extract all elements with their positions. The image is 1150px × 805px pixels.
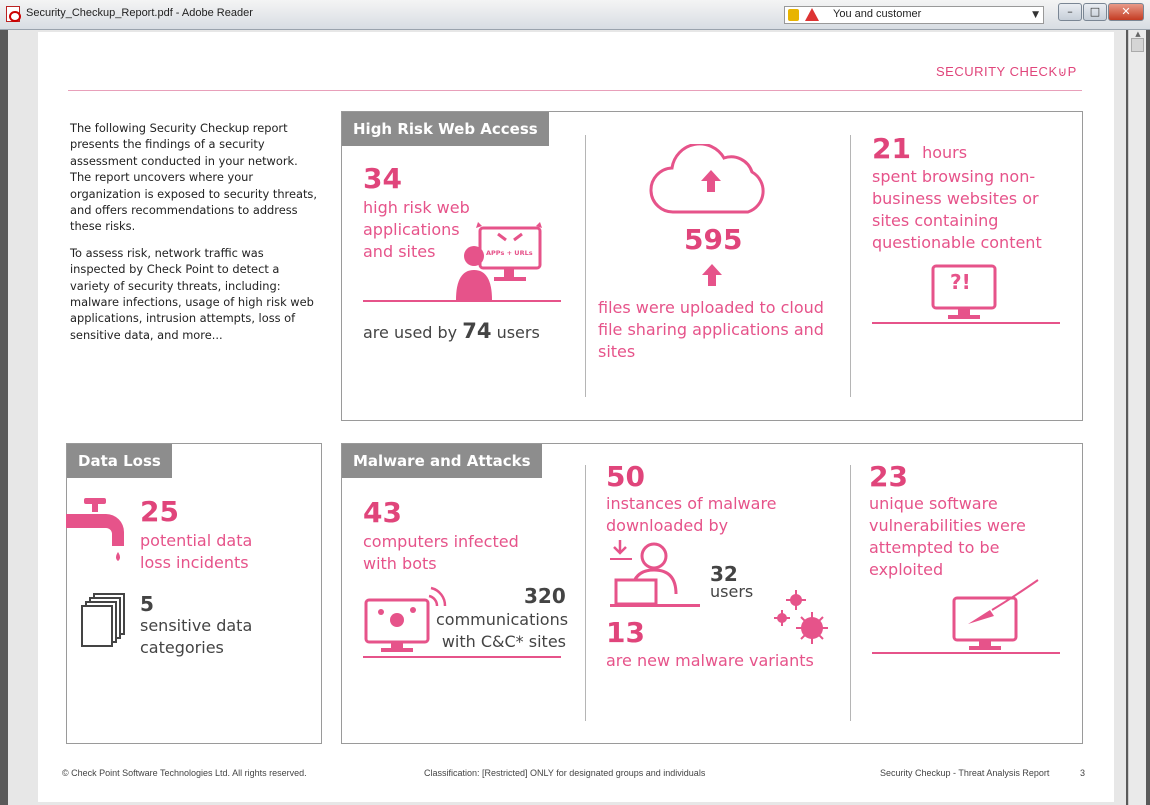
files-uploaded-label: files were uploaded to cloud file sharing applications and sites [598,298,824,361]
minimize-button[interactable]: – [1058,3,1082,21]
hours-stat [872,132,967,165]
context-dropdown[interactable] [784,6,1044,24]
window-titlebar [0,0,1150,30]
users-count: 74 [462,319,492,343]
download-users-count: 32 [710,562,738,586]
divider [850,465,851,721]
high-risk-web-title: High Risk Web Access [342,112,549,146]
vulns-count: 23 [869,460,908,493]
variants-label: are new malware variants [606,651,814,670]
instances-count: 50 [606,460,645,493]
hours-label: spent browsing non-business websites or sites containing questionable content [872,167,1042,252]
categories-label: sensitive data categories [140,616,253,657]
page-number: 3 [1080,768,1086,778]
hours-unit: hours [922,143,968,162]
intro-paragraph-1: The following Security Checkup report presents the findings of a security assessment conducted in your network. The report uncovers where your organization is exposed to security threats, and offers recommendations to address these risks. [70,121,317,234]
variants-count: 13 [606,616,645,649]
warning-icon [805,8,819,21]
user-download-icon [608,538,708,610]
data-loss-title: Data Loss [67,444,172,478]
download-users-label: users [710,582,754,601]
chevron-down-icon[interactable]: ▼ [1032,10,1039,20]
categories-count: 5 [140,592,154,616]
vulns-label: unique software vulnerabilities were attempted to be exploited [869,494,1026,579]
comms-label: communications with C&C* sites [436,610,569,651]
comms-count: 320 [524,584,566,608]
scroll-up-icon[interactable]: ▲ [1135,30,1141,38]
virus-icon [772,590,832,646]
hours-count: 21 [872,132,911,165]
risky-apps-label: high risk web applications and sites [363,198,470,261]
divider [585,465,586,721]
bots-count: 43 [363,496,402,529]
upload-arrow-icon [700,262,724,288]
instances-label: instances of malware downloaded by [606,494,777,535]
divider [850,135,851,397]
divider-line [872,652,1060,654]
header-rule [68,90,1082,91]
documents-stack-icon [80,592,128,648]
window-title: Security_Checkup_Report.pdf - Adobe Reader [26,7,253,19]
apps-urls-badge: APPs + URLs [486,249,533,257]
incidents-label: potential data loss incidents [140,531,253,572]
used-by-prefix: are used by [363,323,458,342]
cloud-upload-icon [646,144,776,216]
footer-report-name: Security Checkup - Threat Analysis Report [880,768,1050,778]
maximize-button[interactable]: □ [1083,3,1107,21]
files-count: 595 [684,223,743,256]
risky-apps-count: 34 [363,162,402,195]
bots-label: computers infected with bots [363,532,519,573]
vertical-scrollbar[interactable] [1128,30,1146,805]
question-mark-text: ?! [950,270,971,294]
divider-line [363,656,561,658]
malware-title: Malware and Attacks [342,444,542,478]
brand-logo: SECURITY CHECK⊍P [936,64,1077,79]
exploit-monitor-icon [946,578,1046,656]
user-computer-icon [452,220,562,302]
intro-text [70,120,320,353]
lock-icon [788,9,799,21]
used-by-text [363,320,540,344]
intro-paragraph-2: To assess risk, network traffic was inspected by Check Point to detect a variety of security threats, including: malware infections, usage of high risk web applications, intrusion attempts, loss of sensitive data, and more... [70,245,314,342]
close-button[interactable]: ✕ [1108,3,1144,21]
context-dropdown-value: You and customer [833,8,922,20]
footer-classification: Classification: [Restricted] ONLY for designated groups and individuals [424,768,706,778]
pdf-app-icon [6,6,20,22]
faucet-icon [66,496,128,568]
scrollbar-thumb[interactable] [1131,38,1144,52]
divider [585,135,586,397]
footer-copyright: © Check Point Software Technologies Ltd. All rights reserved. [62,768,307,778]
divider-line [363,300,561,302]
incidents-count: 25 [140,495,179,528]
divider-line [872,322,1060,324]
used-by-suffix: users [496,323,540,342]
